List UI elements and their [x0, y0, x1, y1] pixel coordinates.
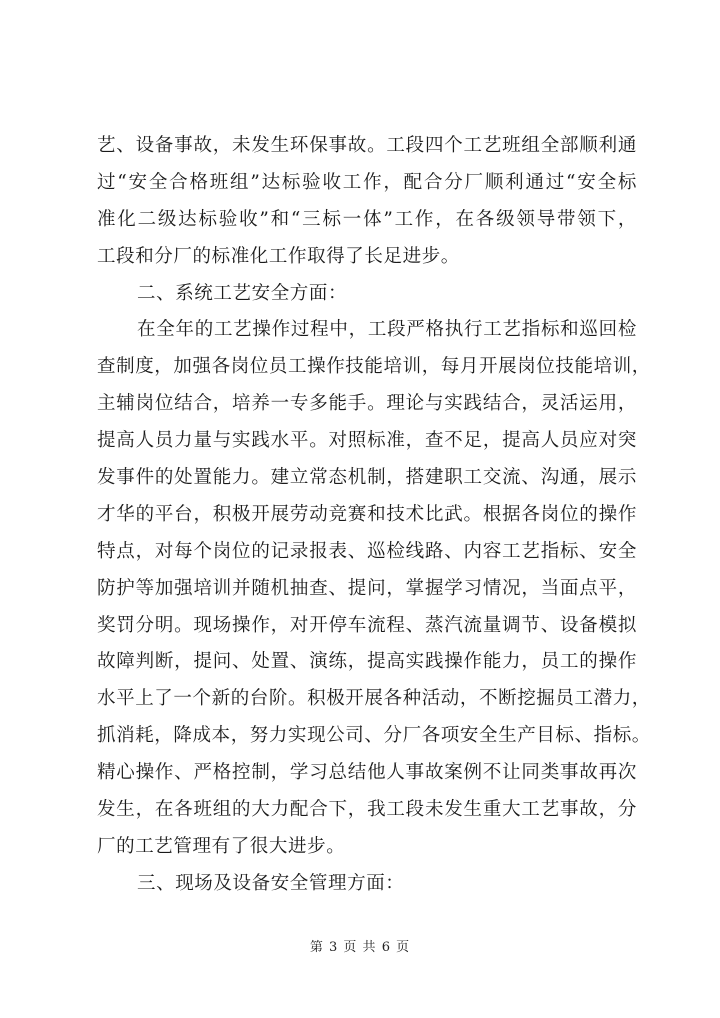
- body-line: 水平上了一个新的台阶。积极开展各种活动，不断挖掘员工潜力，: [97, 688, 651, 710]
- body-line: 在全年的工艺操作过程中，工段严格执行工艺指标和巡回检: [137, 319, 637, 341]
- section-heading: 三、现场及设备安全管理方面：: [137, 872, 405, 894]
- body-line: 查制度，加强各岗位员工操作技能培训，每月开展岗位技能培训，: [97, 356, 651, 378]
- page-number-footer: 第 3 页 共 6 页: [309, 940, 411, 955]
- body-line: 准化二级达标验收”和“三标一体”工作，在各级领导带领下，: [97, 208, 637, 230]
- body-line: 工段和分厂的标准化工作取得了长足进步。: [97, 245, 460, 267]
- body-line: 才华的平台，积极开展劳动竞赛和技术比武。根据各岗位的操作: [97, 503, 637, 525]
- body-line: 精心操作、严格控制，学习总结他人事故案例不让同类事故再次: [97, 762, 637, 784]
- body-line: 奖罚分明。现场操作，对开停车流程、蒸汽流量调节、设备模拟: [97, 614, 637, 636]
- body-line: 厂的工艺管理有了很大进步。: [97, 835, 346, 857]
- body-line: 发生，在各班组的大力配合下，我工段未发生重大工艺事故，分: [97, 799, 637, 821]
- body-line: 故障判断，提问、处置、演练，提高实践操作能力，员工的操作: [97, 651, 637, 673]
- body-line: 抓消耗，降成本，努力实现公司、分厂各项安全生产目标、指标。: [97, 725, 651, 747]
- body-line: 防护等加强培训并随机抽查、提问，掌握学习情况，当面点平，: [97, 577, 637, 599]
- body-line: 特点，对每个岗位的记录报表、巡检线路、内容工艺指标、安全: [97, 540, 637, 562]
- section-heading: 二、系统工艺安全方面：: [137, 282, 348, 304]
- body-line: 过“安全合格班组”达标验收工作，配合分厂顺利通过“安全标: [97, 171, 637, 193]
- body-line: 艺、设备事故，未发生环保事故。工段四个工艺班组全部顺利通: [97, 135, 637, 156]
- body-line: 提高人员力量与实践水平。对照标准，查不足，提高人员应对突: [97, 430, 637, 452]
- document-body: [97, 128, 651, 903]
- body-line: 发事件的处置能力。建立常态机制，搭建职工交流、沟通，展示: [97, 467, 637, 489]
- body-line: 主辅岗位结合，培养一专多能手。理论与实践结合，灵活运用，: [97, 393, 637, 415]
